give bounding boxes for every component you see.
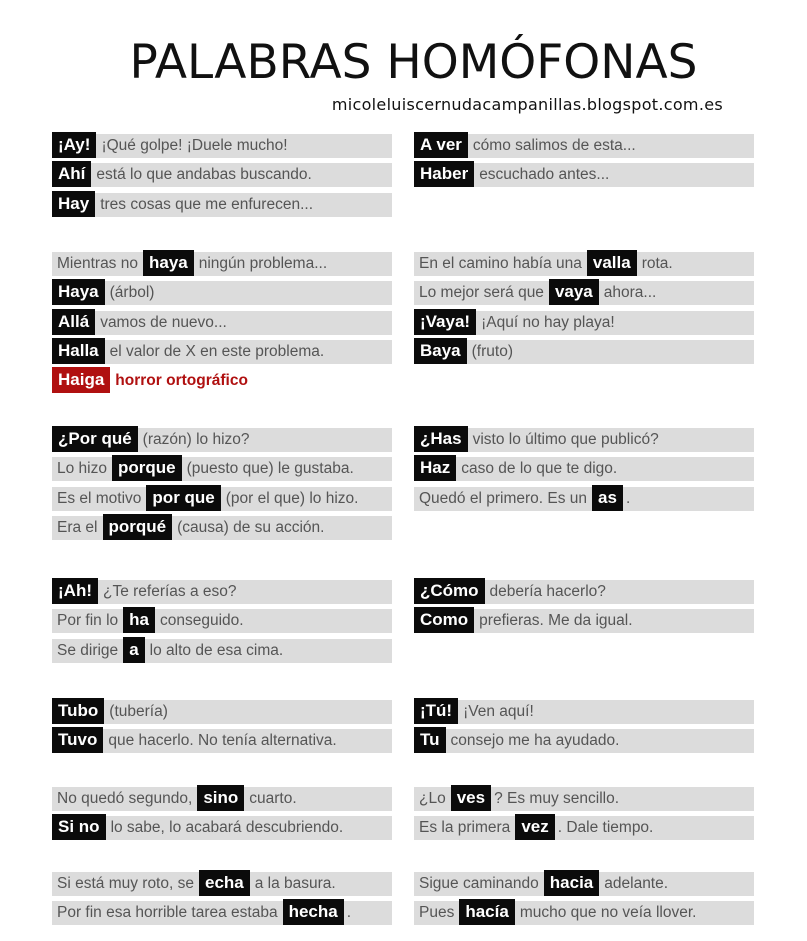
example-row [52,609,392,633]
example-text-before: Lo mejor será que [419,284,544,301]
example-row [414,787,754,811]
homophone-word: ¡Tú! [414,698,458,724]
homophone-word: ¿Has [414,426,468,452]
example-text-after: . [625,490,631,507]
homophone-word: ¿Por qué [52,426,138,452]
example-row [414,163,754,187]
homophone-word: hecha [283,899,344,925]
homophone-word: ¡Ah! [52,578,98,604]
example-row [52,457,392,481]
homophone-word: echa [199,870,250,896]
homophone-word: Allá [52,309,95,335]
homophone-word: Como [414,607,474,633]
example-row [414,700,754,724]
example-text-before: Lo hizo [57,460,107,477]
example-text-before: Quedó el primero. Es un [419,490,588,507]
example-text-before: Si está muy roto, se [57,875,194,892]
example-row [52,134,392,158]
error-note: horror ortográfico [115,372,248,389]
example-row [52,369,392,393]
homophone-word: por que [146,485,220,511]
homophone-word: hacia [544,870,599,896]
example-text-after: conseguido. [160,612,244,629]
homophone-word: hacía [459,899,514,925]
homophone-word: Baya [414,338,467,364]
homophone-word: a [123,637,144,663]
example-text-after: mucho que no veía llover. [519,904,697,921]
example-text-after: (razón) lo hizo? [142,431,250,448]
example-text-before: Pues [419,904,455,921]
example-text-after: . [346,904,352,921]
example-row [414,457,754,481]
example-text-before: Por fin lo [57,612,119,629]
example-row [52,787,392,811]
example-text-after: el valor de X en este problema. [109,343,325,360]
homophone-word: valla [587,250,637,276]
example-text-before: Mientras no [57,255,138,272]
example-text-after: (puesto que) le gustaba. [186,460,354,477]
homophone-word: ha [123,607,155,633]
homophone-word: Haber [414,161,474,187]
example-row [414,428,754,452]
example-row [52,252,392,276]
example-text-after: (por el que) lo hizo. [225,490,359,507]
example-text-after: ¡Qué golpe! ¡Duele mucho! [101,137,288,154]
homophone-word: porqué [103,514,173,540]
homophone-word: Halla [52,338,105,364]
example-text-after: escuchado antes... [479,166,610,183]
example-text-after: que hacerlo. No tenía alternativa. [108,732,337,749]
homophone-word: Tubo [52,698,104,724]
example-text-after: ¡Aquí no hay playa! [481,314,615,331]
example-text-after: visto lo último que publicó? [472,431,659,448]
example-row [52,729,392,753]
homophone-word: as [592,485,623,511]
homophone-word: ves [451,785,491,811]
example-text-after: ningún problema... [198,255,328,272]
example-text-before: Por fin esa horrible tarea estaba [57,904,278,921]
example-text-after: cuarto. [249,790,297,807]
example-text-after: tres cosas que me enfurecen... [100,196,313,213]
example-text-before: Es el motivo [57,490,142,507]
example-text-after: vamos de nuevo... [100,314,227,331]
example-text-before: ¿Lo [419,790,446,807]
example-row [52,311,392,335]
example-row [414,729,754,753]
example-row [414,609,754,633]
example-text-before: No quedó segundo, [57,790,193,807]
example-text-after: ? Es muy sencillo. [494,790,620,807]
example-text-after: ¡Ven aquí! [463,703,534,720]
homophone-word: Tuvo [52,727,103,753]
example-row [414,816,754,840]
example-row [414,872,754,896]
example-text-after: prefieras. Me da igual. [479,612,633,629]
example-row [52,516,392,540]
example-text-after: (causa) de su acción. [177,519,325,536]
example-text-after: (tubería) [109,703,168,720]
example-text-after: caso de lo que te digo. [461,460,618,477]
example-text-before: Es la primera [419,819,511,836]
example-text-after: a la basura. [254,875,336,892]
example-text-after: adelante. [604,875,669,892]
example-text-before: Se dirige [57,642,119,659]
homophone-word: vaya [549,279,599,305]
example-row [414,580,754,604]
example-row [52,901,392,925]
example-row [52,340,392,364]
example-row [52,872,392,896]
example-row [52,281,392,305]
example-text-before: Sigue caminando [419,875,539,892]
example-row [52,163,392,187]
example-text-after: (fruto) [471,343,513,360]
homophone-word: Tu [414,727,446,753]
example-text-after: está lo que andabas buscando. [96,166,312,183]
example-row [414,487,754,511]
homophone-word: ¿Cómo [414,578,485,604]
homophone-word: ¡Ay! [52,132,96,158]
homophone-word: Hay [52,191,95,217]
example-text-before: Era el [57,519,98,536]
incorrect-word: Haiga [52,367,110,393]
example-row [52,639,392,663]
example-row [52,193,392,217]
homophone-word: Haya [52,279,105,305]
example-text-after: ¿Te referías a eso? [102,583,237,600]
homophone-word: Ahí [52,161,91,187]
example-row [414,340,754,364]
homophone-word: vez [515,814,554,840]
homophone-word: sino [197,785,244,811]
example-text-after: cómo salimos de esta... [472,137,636,154]
example-row [52,580,392,604]
example-row [52,700,392,724]
example-row [414,901,754,925]
example-text-after: rota. [641,255,673,272]
page-title: PALABRAS HOMÓFONAS [129,35,698,90]
example-text-after: ahora... [603,284,657,301]
example-text-before: En el camino había una [419,255,582,272]
homophone-word: Si no [52,814,106,840]
example-text-after: debería hacerlo? [489,583,606,600]
example-text-after: (árbol) [109,284,155,301]
example-text-after: lo sabe, lo acabará descubriendo. [110,819,344,836]
example-row [414,281,754,305]
example-row [414,134,754,158]
blog-url: micoleluiscernudacampanillas.blogspot.com.es [331,95,723,114]
example-row [52,487,392,511]
homophone-word: A ver [414,132,468,158]
homophone-word: ¡Vaya! [414,309,476,335]
homophone-word: porque [112,455,182,481]
example-text-after: . Dale tiempo. [557,819,654,836]
example-row [414,252,754,276]
example-text-after: lo alto de esa cima. [149,642,284,659]
example-text-after: consejo me ha ayudado. [450,732,620,749]
example-row [52,816,392,840]
example-row [52,428,392,452]
homophone-word: Haz [414,455,456,481]
homophone-word: haya [143,250,194,276]
example-row [414,311,754,335]
